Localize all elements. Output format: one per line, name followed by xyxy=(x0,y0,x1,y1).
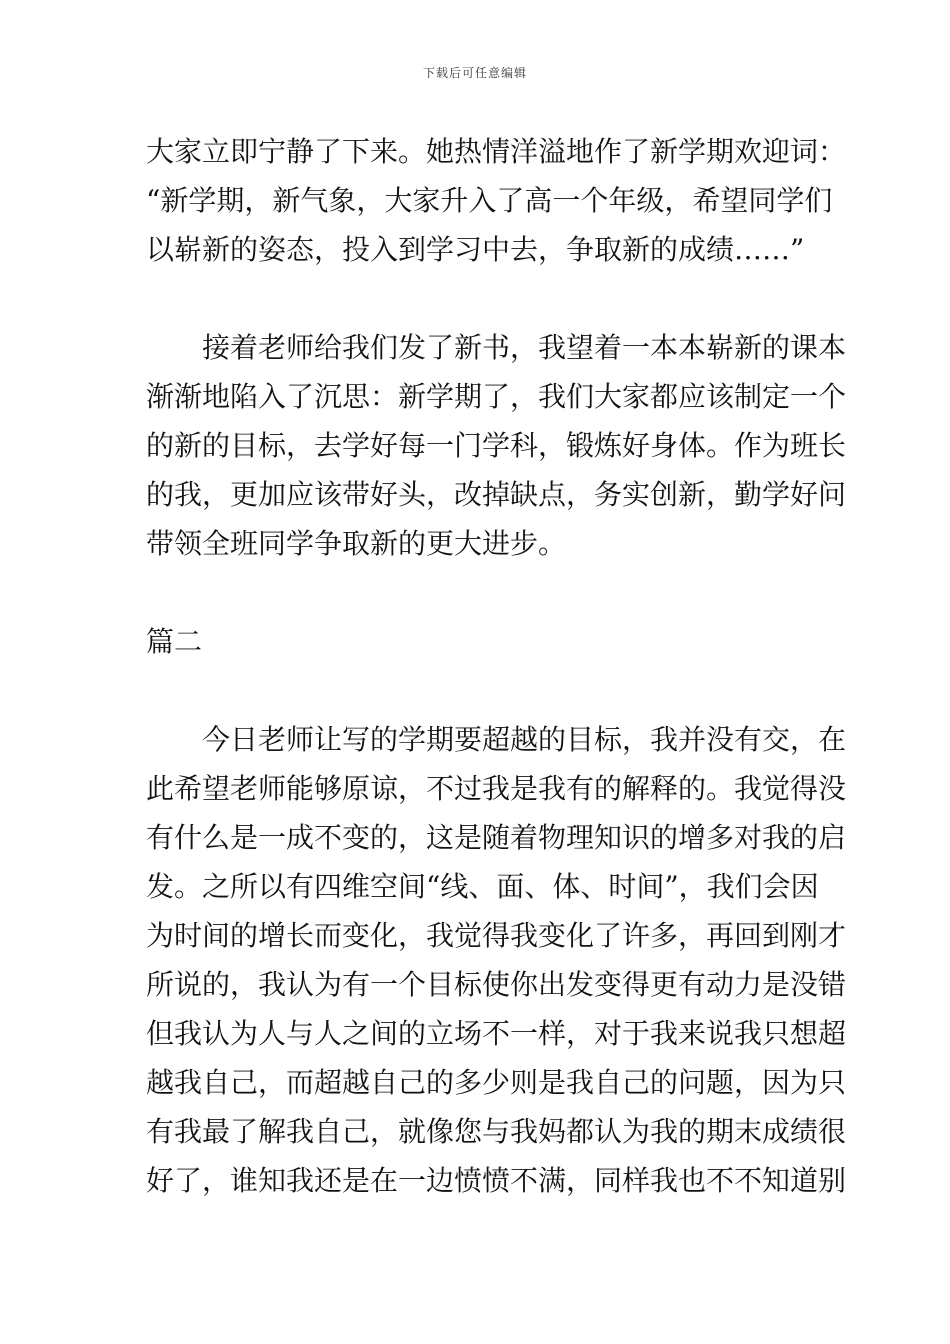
text-line: 但我认为人与人之间的立场不一样，对于我来说我只想超 xyxy=(146,1017,847,1050)
text-line: 此希望老师能够原谅，不过我是我有的解释的。我觉得没 xyxy=(146,772,847,805)
text-line: 所说的，我认为有一个目标使你出发变得更有动力是没错 xyxy=(146,968,847,1001)
text-line: 发。之所以有四维空间“线、面、体、时间”，我们会因 xyxy=(146,870,819,903)
text-line: 渐渐地陷入了沉思：新学期了，我们大家都应该制定一个 xyxy=(146,380,847,413)
text-line: 的新的目标，去学好每一门学科，锻炼好身体。作为班长 xyxy=(146,429,847,462)
text-line: “新学期，新气象，大家升入了高一个年级，希望同学们 xyxy=(146,184,833,217)
text-line: 接着老师给我们发了新书，我望着一本本崭新的课本 xyxy=(146,331,847,364)
text-line: 有什么是一成不变的，这是随着物理知识的增多对我的启 xyxy=(146,821,847,854)
paragraph-gap xyxy=(146,666,806,715)
text-line: 大家立即宁静了下来。她热情洋溢地作了新学期欢迎词： xyxy=(146,135,847,168)
paragraph-gap xyxy=(146,274,806,323)
text-line: 越我自己，而超越自己的多少则是我自己的问题，因为只 xyxy=(146,1066,847,1099)
text-line: 为时间的增长而变化，我觉得我变化了许多，再回到刚才 xyxy=(146,919,847,952)
document-body xyxy=(146,127,847,1205)
text-line: 以崭新的姿态，投入到学习中去，争取新的成绩……” xyxy=(146,233,805,266)
text-line: 有我最了解我自己，就像您与我妈都认为我的期末成绩很 xyxy=(146,1115,847,1148)
text-line: 带领全班同学争取新的更大进步。 xyxy=(146,527,567,560)
text-line: 的我，更加应该带好头，改掉缺点，务实创新，勤学好问 xyxy=(146,478,847,511)
paragraph-gap xyxy=(146,568,806,617)
text-line: 今日老师让写的学期要超越的目标，我并没有交，在 xyxy=(146,723,847,756)
section-heading: 篇二 xyxy=(146,625,203,658)
page-header-note: 下载后可任意编辑 xyxy=(422,66,527,80)
text-line: 好了，谁知我还是在一边愤愤不满，同样我也不不知道别 xyxy=(146,1164,847,1197)
